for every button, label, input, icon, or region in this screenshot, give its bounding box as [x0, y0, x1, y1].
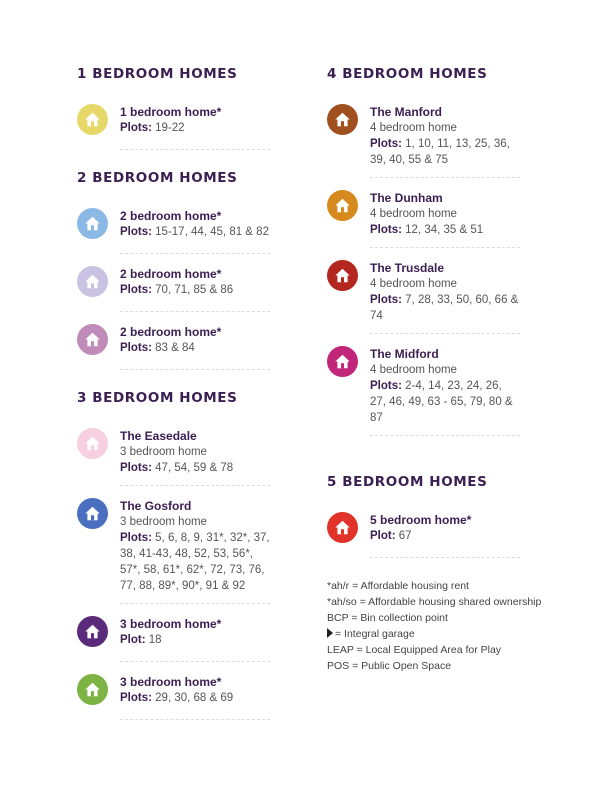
home-plots	[370, 292, 520, 324]
home-bedrooms: 4 bedroom home	[370, 278, 457, 290]
house-icon	[77, 616, 108, 647]
plots-label: Plots:	[120, 226, 152, 238]
home-plots	[370, 528, 520, 544]
home-plots	[120, 120, 270, 136]
section-title: 4 BEDROOM HOMES	[327, 66, 488, 82]
home-item	[77, 324, 270, 370]
home-name: 5 bedroom home*	[370, 513, 472, 527]
home-plots	[370, 136, 520, 168]
home-item	[327, 512, 520, 558]
home-plots	[120, 632, 270, 648]
house-icon	[77, 498, 108, 529]
legend-text: *ah/so = Affordable housing shared ownership	[327, 596, 542, 608]
plots-label: Plots:	[120, 692, 152, 704]
plots-value: 18	[148, 634, 162, 646]
left-column	[77, 66, 277, 740]
divider	[370, 557, 520, 558]
home-item	[77, 104, 270, 150]
legend-text: *ah/r = Affordable housing rent	[327, 580, 469, 592]
plots-value: 19-22	[155, 122, 185, 134]
divider	[120, 719, 270, 720]
home-name: 2 bedroom home*	[120, 325, 222, 339]
plots-label: Plot:	[370, 530, 396, 542]
divider	[370, 333, 520, 334]
divider	[120, 485, 270, 486]
home-item	[77, 674, 270, 720]
home-name: 2 bedroom home*	[120, 267, 222, 281]
legend-item	[327, 610, 541, 626]
plots-label: Plots:	[120, 532, 152, 544]
divider	[120, 603, 270, 604]
house-icon	[327, 104, 358, 135]
home-plots	[120, 460, 270, 476]
plots-label: Plot:	[120, 634, 146, 646]
legend-item	[327, 594, 541, 610]
divider	[120, 311, 270, 312]
legend-text: = Integral garage	[335, 628, 415, 640]
section-title: 2 BEDROOM HOMES	[77, 170, 238, 186]
house-icon	[327, 512, 358, 543]
house-icon	[77, 674, 108, 705]
plots-value: 67	[398, 530, 412, 542]
section-title: 3 BEDROOM HOMES	[77, 390, 238, 406]
home-name: The Gosford	[120, 499, 192, 513]
home-name: The Easedale	[120, 429, 197, 443]
garage-marker-icon	[327, 628, 333, 638]
home-plots	[120, 224, 270, 240]
house-icon	[77, 208, 108, 239]
house-icon	[77, 428, 108, 459]
house-icon	[77, 104, 108, 135]
home-plots	[370, 378, 520, 426]
plots-label: Plots:	[120, 122, 152, 134]
home-bedrooms: 3 bedroom home	[120, 516, 207, 528]
home-bedrooms: 3 bedroom home	[120, 446, 207, 458]
home-item	[327, 104, 520, 178]
home-item	[77, 428, 270, 486]
legend	[327, 578, 541, 674]
house-icon	[327, 346, 358, 377]
house-icon	[77, 324, 108, 355]
home-plots	[120, 340, 270, 356]
section-right-1	[327, 474, 527, 558]
section-left-1	[77, 170, 277, 370]
plots-value: 15-17, 44, 45, 81 & 82	[155, 226, 269, 238]
divider	[120, 149, 270, 150]
plots-value: 5, 6, 8, 9, 31*, 32*, 37, 38, 41-43, 48, 52, 53, 56*, 57*, 58, 61*, 62*, 72, 73, 76, 77, 88, 89*, 90*, 91 & 92	[120, 532, 270, 592]
home-name: 3 bedroom home*	[120, 617, 222, 631]
home-name: 1 bedroom home*	[120, 105, 222, 119]
home-plots	[120, 530, 270, 594]
home-name: The Trusdale	[370, 261, 445, 275]
home-name: The Manford	[370, 105, 442, 119]
legend-text: POS = Public Open Space	[327, 660, 452, 672]
home-plots	[120, 282, 270, 298]
legend-text: LEAP = Local Equipped Area for Play	[327, 644, 502, 656]
plots-label: Plots:	[370, 138, 402, 150]
plots-value: 83 & 84	[155, 342, 195, 354]
right-column	[327, 66, 527, 578]
home-name: 2 bedroom home*	[120, 209, 222, 223]
section-left-2	[77, 390, 277, 720]
plots-value: 2-4, 14, 23, 24, 26, 27, 46, 49, 63 - 65, 79, 80 & 87	[370, 380, 513, 424]
plots-value: 7, 28, 33, 50, 60, 66 & 74	[370, 294, 519, 322]
section-title: 5 BEDROOM HOMES	[327, 474, 488, 490]
plots-label: Plots:	[370, 224, 402, 236]
house-icon	[77, 266, 108, 297]
plots-label: Plots:	[120, 342, 152, 354]
home-bedrooms: 4 bedroom home	[370, 364, 457, 376]
section-left-0	[77, 66, 277, 150]
divider	[370, 435, 520, 436]
divider	[120, 661, 270, 662]
legend-item	[327, 626, 541, 642]
plots-label: Plots:	[370, 380, 402, 392]
section-title: 1 BEDROOM HOMES	[77, 66, 238, 82]
home-item	[327, 190, 520, 248]
home-item	[77, 266, 270, 312]
divider	[370, 247, 520, 248]
legend-text: BCP = Bin collection point	[327, 612, 448, 624]
legend-item	[327, 578, 541, 594]
plots-label: Plots:	[120, 284, 152, 296]
plots-value: 70, 71, 85 & 86	[155, 284, 234, 296]
legend-item	[327, 642, 541, 658]
home-item	[77, 208, 270, 254]
divider	[120, 253, 270, 254]
home-bedrooms: 4 bedroom home	[370, 122, 457, 134]
divider	[120, 369, 270, 370]
home-plots	[120, 690, 270, 706]
home-item	[77, 498, 270, 604]
plots-label: Plots:	[120, 462, 152, 474]
home-name: 3 bedroom home*	[120, 675, 222, 689]
plots-value: 47, 54, 59 & 78	[155, 462, 234, 474]
plots-value: 1, 10, 11, 13, 25, 36, 39, 40, 55 & 75	[370, 138, 510, 166]
house-icon	[327, 260, 358, 291]
home-name: The Midford	[370, 347, 439, 361]
divider	[370, 177, 520, 178]
plots-value: 12, 34, 35 & 51	[405, 224, 484, 236]
home-plots	[370, 222, 520, 238]
plots-label: Plots:	[370, 294, 402, 306]
home-item	[327, 346, 520, 436]
home-item	[77, 616, 270, 662]
legend-item	[327, 658, 541, 674]
home-bedrooms: 4 bedroom home	[370, 208, 457, 220]
house-icon	[327, 190, 358, 221]
section-right-0	[327, 66, 527, 436]
home-name: The Dunham	[370, 191, 443, 205]
plots-value: 29, 30, 68 & 69	[155, 692, 234, 704]
home-item	[327, 260, 520, 334]
